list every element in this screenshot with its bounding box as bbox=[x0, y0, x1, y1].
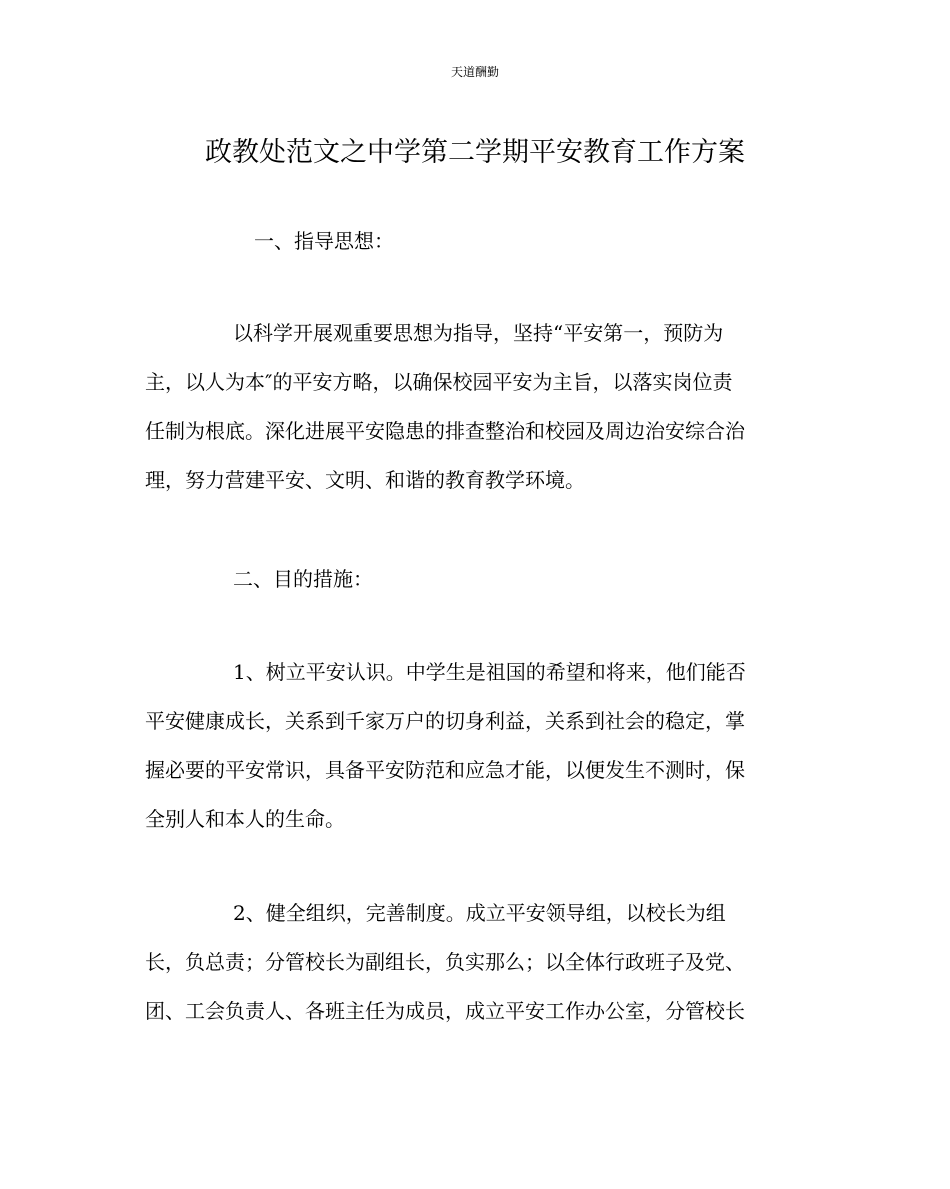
paragraph-line: 主，以人为本″的平安方略，以确保校园平安为主旨，以落实岗位责 bbox=[145, 370, 733, 394]
paragraph-line: 理，努力营建平安、文明、和谐的教育教学环境。 bbox=[145, 468, 585, 492]
paragraph-line: 平安健康成长，关系到千家万户的切身利益，关系到社会的稳定，掌 bbox=[145, 709, 745, 733]
paragraph-line: 2、健全组织，完善制度。成立平安领导组，以校长为组 bbox=[233, 901, 726, 925]
document-title: 政教处范文之中学第二学期平安教育工作方案 bbox=[205, 137, 745, 168]
paragraph-line: 任制为根底。深化进展平安隐患的排查整治和校园及周边治安综合治 bbox=[145, 419, 745, 443]
section-heading-goals-measures: 二、目的措施： bbox=[233, 567, 373, 591]
paragraph-line: 以科学开展观重要思想为指导，坚持“平安第一，预防为 bbox=[233, 321, 724, 345]
paragraph-item-2 bbox=[145, 889, 805, 1036]
paragraph-item-1 bbox=[145, 648, 805, 844]
page-header: 天道酬勤 bbox=[450, 65, 499, 79]
paragraph-line: 全别人和本人的生命。 bbox=[145, 807, 345, 831]
paragraph-guiding-thought bbox=[145, 309, 805, 505]
section-heading-guiding-thought: 一、指导思想： bbox=[254, 229, 394, 253]
paragraph-line: 长，负总责；分管校长为副组长，负实那么；以全体行政班子及党、 bbox=[145, 950, 745, 974]
paragraph-line: 握必要的平安常识，具备平安防范和应急才能，以便发生不测时，保 bbox=[145, 758, 745, 782]
paragraph-line: 1、树立平安认识。中学生是祖国的希望和将来，他们能否 bbox=[233, 660, 746, 684]
paragraph-line: 团、工会负责人、各班主任为成员，成立平安工作办公室，分管校长 bbox=[145, 999, 745, 1023]
